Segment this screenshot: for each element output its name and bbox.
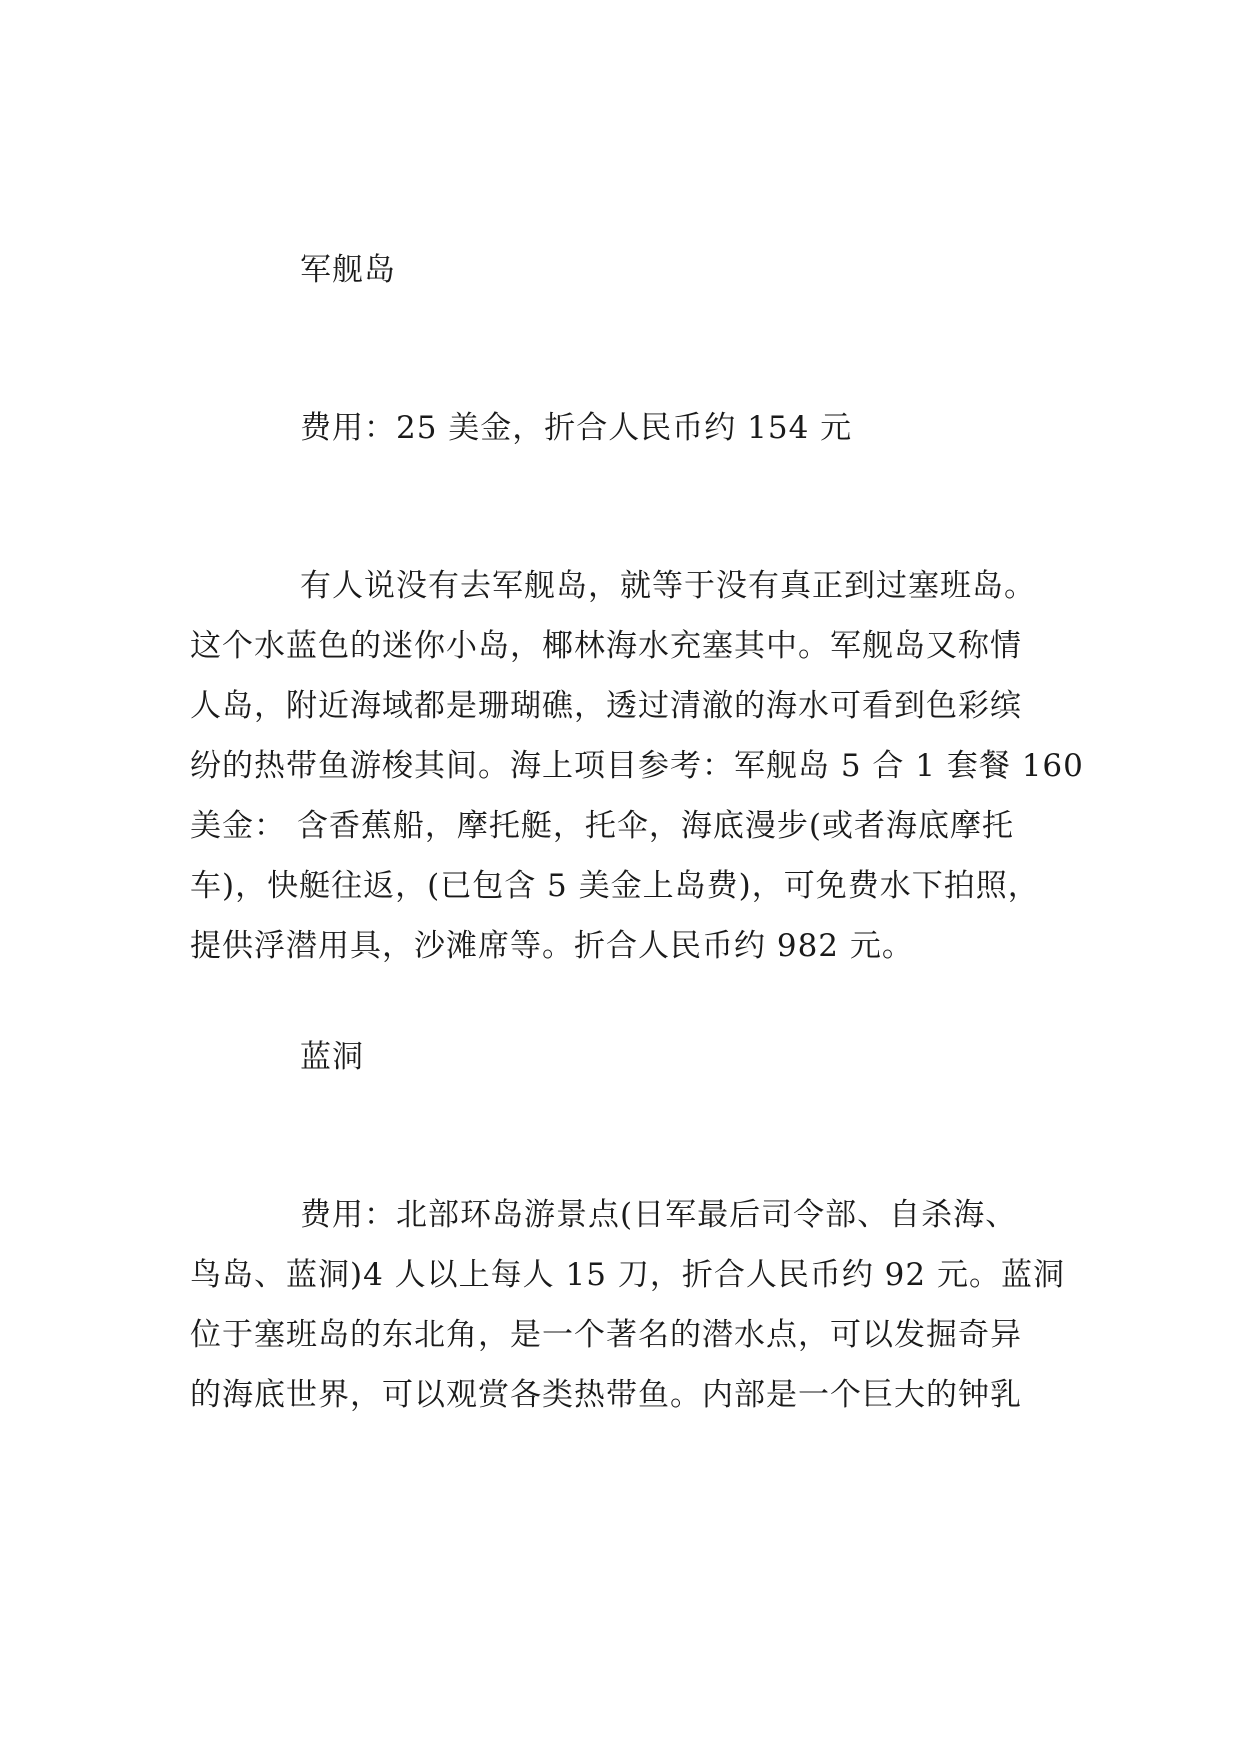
paragraph-line: 的海底世界，可以观赏各类热带鱼。内部是一个巨大的钟乳 [190, 1377, 1022, 1413]
paragraph-line: 这个水蓝色的迷你小岛，椰林海水充塞其中。军舰岛又称情 [190, 628, 1022, 664]
paragraph-line: 有人说没有去军舰岛，就等于没有真正到过塞班岛。 [300, 568, 1036, 604]
paragraph-junjian [190, 556, 1084, 976]
paragraph-line: 人岛，附近海域都是珊瑚礁，透过清澈的海水可看到色彩缤 [190, 688, 1022, 724]
section-heading-landong: 蓝洞 [300, 1039, 364, 1075]
paragraph-line: 位于塞班岛的东北角，是一个著名的潜水点，可以发掘奇异 [190, 1317, 1022, 1353]
section-heading-junjian: 军舰岛 [300, 252, 396, 288]
paragraph-line: 美金： 含香蕉船，摩托艇，托伞，海底漫步(或者海底摩托 [190, 808, 1014, 844]
paragraph-line: 鸟岛、蓝洞)4 人以上每人 15 刀，折合人民币约 92 元。蓝洞 [190, 1257, 1065, 1293]
paragraph-line: 纷的热带鱼游梭其间。海上项目参考：军舰岛 5 合 1 套餐 160 [190, 748, 1084, 784]
paragraph-line: 费用：北部环岛游景点(日军最后司令部、自杀海、 [300, 1197, 1018, 1233]
paragraph-line: 车)，快艇往返，(已包含 5 美金上岛费)，可免费水下拍照， [190, 868, 1040, 904]
paragraph-landong [190, 1185, 1065, 1425]
fee-line-junjian: 费用：25 美金，折合人民币约 154 元 [300, 410, 853, 446]
paragraph-line: 提供浮潜用具，沙滩席等。折合人民币约 982 元。 [190, 928, 914, 964]
